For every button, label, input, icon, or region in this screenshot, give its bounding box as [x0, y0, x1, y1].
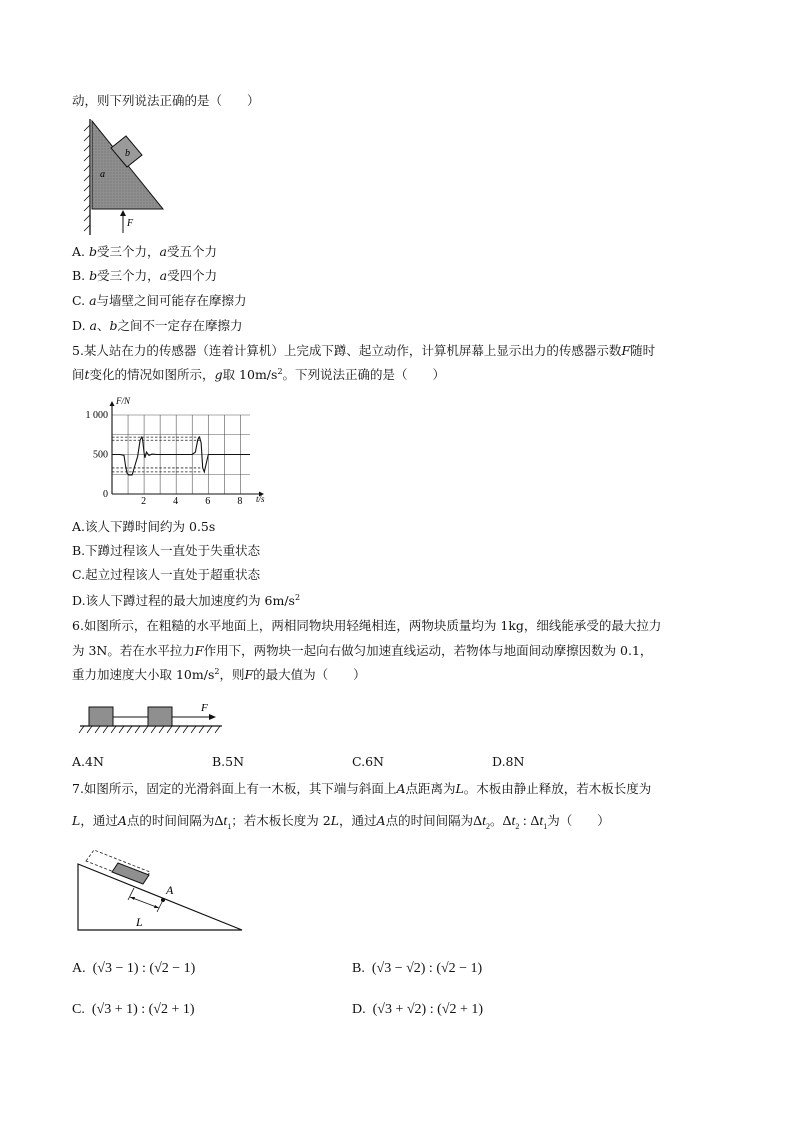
chart-tick-labels: [86, 410, 243, 506]
block-left: [89, 707, 113, 726]
q5-option-b: B.下蹲过程该人一直处于失重状态: [72, 543, 261, 558]
q7-option-d: D. (√3 + √2) : (√2 + 1): [352, 1002, 484, 1017]
q6-stem-line2: 为 3N。若在水平拉力F作用下，两物块一起向右做匀加速直线运动，若物体与地面间动摩擦因数为 0.1，: [72, 643, 653, 658]
y-tick-label: 1 000: [85, 410, 108, 421]
chart-x-axis-label: t/s: [256, 494, 265, 504]
q7-figure-incline: [74, 846, 249, 934]
force-arrow-head: [120, 210, 126, 216]
chart-series: [112, 437, 250, 475]
ratio-dt2-dt1: $\Delta t_2$ : $\Delta t_1$: [502, 814, 548, 831]
q5-stem-line2: 间t变化的情况如图所示，g取 $10m/s^2$。下列说法正确的是（ ）: [72, 366, 446, 382]
label-F: F: [201, 702, 208, 714]
x-tick-label: 2: [141, 496, 147, 506]
force-curve: [112, 437, 250, 475]
chart-y-axis-label: F/N: [116, 396, 131, 406]
q5-option-d: D.该人下蹲过程的最大加速度约为 $6m/s^2$: [72, 592, 301, 608]
q7-option-a: A. (√3 − 1) : (√2 − 1): [72, 961, 196, 976]
wall-hatching: [84, 125, 90, 231]
ground-hatching: [79, 726, 220, 733]
q7-stem-line1: 7.如图所示，固定的光滑斜面上有一木板，其下端与斜面上A点距离为L。木板由静止释放，若木板长度为: [72, 781, 652, 796]
pull-force-arrowhead: [209, 714, 216, 720]
x-tick-label: 4: [173, 496, 179, 506]
q4-stem-tail: 动，则下列说法正确的是（ ）: [72, 93, 260, 108]
chart-axes: [110, 401, 265, 497]
y-axis-arrow: [110, 401, 115, 406]
y-tick-label: 500: [93, 449, 108, 461]
x-tick-label: 8: [237, 496, 243, 506]
q4-option-b: B. b受三个力，a受四个力: [72, 268, 218, 283]
delta-t1: $\Delta t_1$: [214, 814, 232, 831]
y-tick-label: 0: [103, 489, 108, 500]
q7-stem-line2: L，通过A点的时间间隔为$\Delta t_1$；若木板长度为 2L，通过A点的时间间隔为$\Delta t_2$。$\Delta t_2$ : $\Delta t_1$为（ ）: [72, 813, 610, 831]
q5-option-c: C.起立过程该人一直处于超重状态: [72, 567, 261, 582]
x-tick-label: 6: [205, 496, 211, 506]
label-a: a: [100, 169, 105, 180]
q7-option-b: B. (√3 − √2) : (√2 − 1): [352, 961, 483, 976]
label-b: b: [125, 148, 130, 159]
q6-stem-line3: 重力加速度大小取 $10m/s^2$，则F的最大值为（ ）: [72, 666, 366, 682]
label-L: L: [136, 915, 143, 929]
q6-option-c: C.6N: [352, 754, 384, 769]
q5-force-time-chart: [70, 393, 290, 506]
q5-option-a: A.该人下蹲时间约为 0.5s: [72, 519, 216, 534]
q6-option-b: B.5N: [212, 754, 245, 769]
q6-option-d: D.8N: [492, 754, 525, 769]
q5-stem-line1: 5.某人站在力的传感器（连着计算机）上完成下蹲、起立动作，计算机屏幕上显示出力的传感器示数F随时: [72, 343, 656, 358]
incline: [78, 864, 242, 930]
q7-option-c: C. (√3 + 1) : (√2 + 1): [72, 1002, 195, 1017]
q4-figure-wedge: [80, 115, 170, 240]
block-right: [148, 707, 172, 726]
q4-option-a: A. b受三个力，a受五个力: [72, 244, 217, 259]
q4-option-c: C. a与墙壁之间可能存在摩擦力: [72, 293, 247, 308]
q6-stem-line1: 6.如图所示，在粗糙的水平地面上，两相同物块用轻绳相连，两物块质量均为 1kg，细线能承受的最大拉力: [72, 618, 662, 633]
label-F: F: [127, 218, 134, 229]
q6-option-a: A.4N: [72, 754, 104, 769]
q4-option-d: D. a、b之间不一定存在摩擦力: [72, 318, 243, 333]
label-A: A: [166, 883, 174, 897]
delta-t2: $\Delta t_2$: [473, 814, 490, 831]
q6-figure-blocks: [76, 697, 226, 735]
